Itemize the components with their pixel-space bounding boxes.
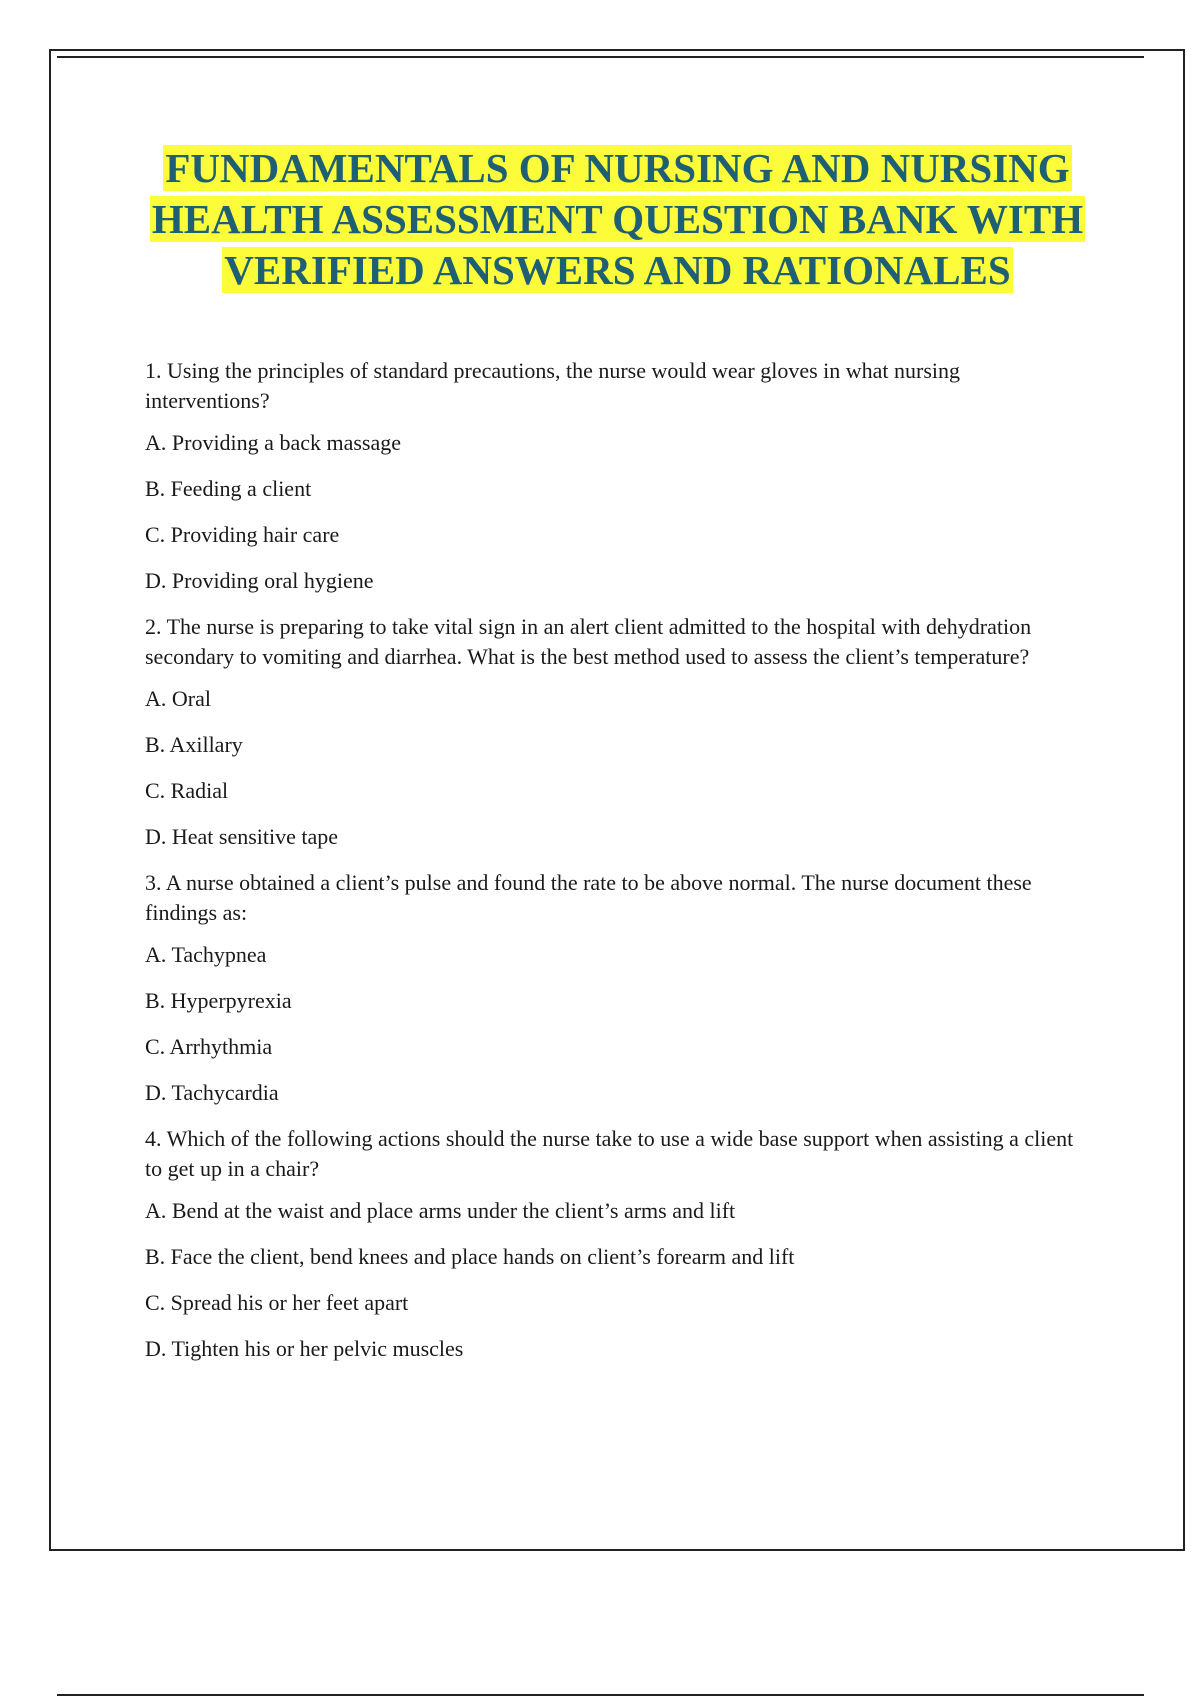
question-4-option-c: C. Spread his or her feet apart	[145, 1290, 409, 1315]
title-line-3: VERIFIED ANSWERS AND RATIONALES	[224, 247, 1011, 293]
title-line-1: FUNDAMENTALS OF NURSING AND NURSING	[165, 145, 1070, 191]
question-4-text: 4. Which of the following actions should the nurse take to use a wide base support when assisting a client to get up in a chair?	[145, 1126, 1074, 1181]
question-3-option-c: C. Arrhythmia	[145, 1034, 273, 1059]
question-2-text: 2. The nurse is preparing to take vital sign in an alert client admitted to the hospital with dehydration secondary to vomiting and diarrhea. What is the best method used to assess the client’s temperature?	[145, 614, 1032, 669]
question-4-option-d: D. Tighten his or her pelvic muscles	[145, 1336, 464, 1361]
question-3-text: 3. A nurse obtained a client’s pulse and found the rate to be above normal. The nurse document these findings as:	[145, 870, 1032, 925]
question-1-text: 1. Using the principles of standard precautions, the nurse would wear gloves in what nursing interventions?	[145, 358, 961, 413]
question-4-option-a: A. Bend at the waist and place arms under the client’s arms and lift	[145, 1198, 736, 1223]
question-3-option-b: B. Hyperpyrexia	[145, 988, 292, 1013]
question-block-2	[145, 612, 1080, 852]
question-2-option-a: A. Oral	[145, 686, 211, 711]
question-1-option-d: D. Providing oral hygiene	[145, 568, 374, 593]
question-block-4	[145, 1124, 1080, 1364]
question-2-option-b: B. Axillary	[145, 732, 243, 757]
question-3-option-a: A. Tachypnea	[145, 942, 267, 967]
question-block-3	[145, 868, 1080, 1108]
question-2-option-d: D. Heat sensitive tape	[145, 824, 339, 849]
question-1-option-a: A. Providing a back massage	[145, 430, 401, 455]
title-line-2: HEALTH ASSESSMENT QUESTION BANK WITH	[151, 196, 1084, 242]
document-title	[100, 143, 1135, 296]
question-1-option-c: C. Providing hair care	[145, 522, 340, 547]
question-4-option-b: B. Face the client, bend knees and place hands on client’s forearm and lift	[145, 1244, 795, 1269]
question-list	[145, 356, 1080, 1380]
bottom-rule	[57, 1694, 1144, 1696]
question-block-1	[145, 356, 1080, 596]
question-3-option-d: D. Tachycardia	[145, 1080, 279, 1105]
question-2-option-c: C. Radial	[145, 778, 229, 803]
question-1-option-b: B. Feeding a client	[145, 476, 312, 501]
